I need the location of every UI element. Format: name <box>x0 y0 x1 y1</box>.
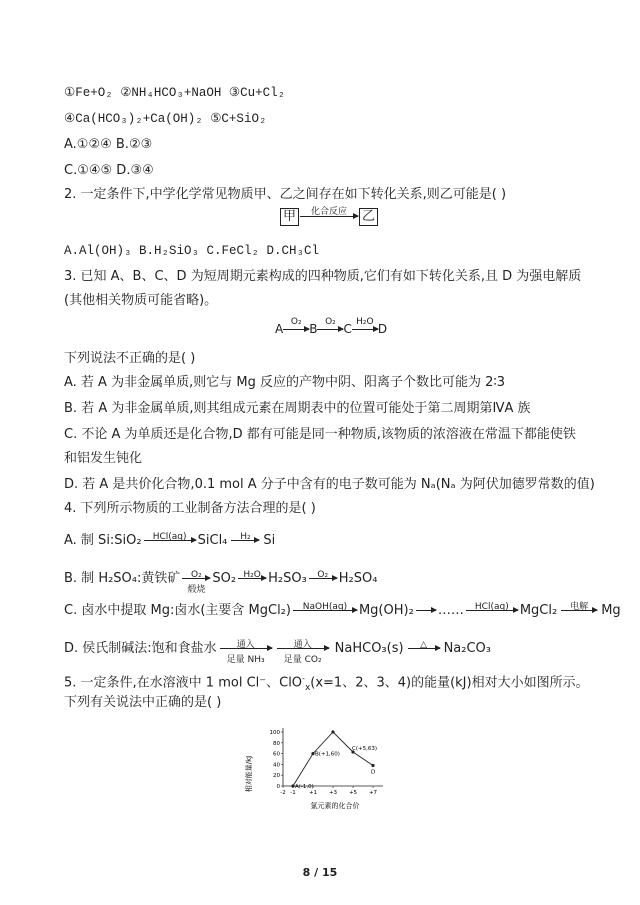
x-tick-label: +1 <box>308 790 318 796</box>
q4-option-b: B. 制 H₂SO₄:黄铁矿 O₂ 煅烧 SO₂ H₂O H₂SO₃ O₂ H₂SO₄ <box>64 570 378 595</box>
y-tick-label: 100 <box>269 730 280 736</box>
q3-option-a: A. 若 A 为非金属单质,则它与 Mg 反应的产物中阴、阳离子个数比可能为 2∶3 <box>64 375 506 390</box>
x-tick-label: +7 <box>368 790 378 796</box>
q3-arrow-3: H₂O <box>352 329 378 330</box>
chart-marks <box>291 730 377 790</box>
q3-option-b: B. 若 A 为非金属单质,则其组成元素在周期表中的位置可能处于第二周期第ⅣA 族 <box>64 401 531 416</box>
q2-stem: 2. 一定条件下,中学化学常见物质甲、乙之间存在如下转化关系,则乙可能是( ) <box>64 187 507 202</box>
q4-option-a: A. 制 Si:SiO₂ HCl(aq) SiCl₄ H₂ Si <box>64 532 276 548</box>
q2-options: A.Al(OH)₃ B.H₂SiO₃ C.FeCl₂ D.CH₃Cl <box>64 244 320 258</box>
x-tick-label: -1 <box>290 790 296 796</box>
data-label: C(+5,63) <box>352 745 377 752</box>
q3-chain: A O₂ B O₂ C H₂O D <box>275 317 388 336</box>
data-label: D <box>371 769 376 776</box>
q4-option-c: C. 卤水中提取 Mg:卤水(主要含 MgCl₂) NaOH(aq) Mg(OH)₂ …… HCl(aq) MgCl₂ 电解 Mg <box>64 602 621 618</box>
y-tick-label: 0 <box>276 784 280 790</box>
q1-line2: ④Ca(HCO₃)₂+Ca(OH)₂ ⑤C+SiO₂ <box>64 112 267 126</box>
q2-from: 甲 <box>280 208 299 226</box>
q5-stem1: 5. 一定条件,在水溶液中 1 mol Cl⁻、ClO-$_x$(x=1、2、3、4)的能量(kJ)相对大小如图所示。 <box>64 674 589 693</box>
chart-xlabel: 氯元素的化合价 <box>310 802 360 810</box>
q1-line1: ①Fe+O₂ ②NH₄HCO₃+NaOH ③Cu+Cl₂ <box>64 86 286 100</box>
energy-line <box>293 732 376 786</box>
q3-option-c1: C. 不论 A 为单质还是化合物,D 都有可能是同一种物质,该物质的浓溶液在常温下都能使铁 <box>64 427 576 442</box>
y-tick-label: 80 <box>273 740 280 747</box>
chart-axes <box>270 728 384 796</box>
energy-chart <box>243 728 393 810</box>
data-point <box>331 730 334 733</box>
q3-arrow-1: O₂ <box>283 329 309 330</box>
page-number: 8 / 15 <box>302 866 338 879</box>
y-tick-label: 60 <box>273 751 280 758</box>
x-tick-label: -2 <box>280 790 286 796</box>
data-label: B(+1,60) <box>315 751 340 758</box>
x-tick-label: +3 <box>328 790 338 796</box>
q2-diagram <box>280 208 378 226</box>
q3-stem1: 3. 已知 A、B、C、D 为短周期元素构成的四种物质,它们有如下转化关系,且 D 为强电解质 <box>64 269 582 284</box>
q3-option-d: D. 若 A 是共价化合物,0.1 mol A 分子中含有的电子数可能为 Nₐ(Nₐ 为阿伏加德罗常数的值) <box>64 477 595 492</box>
q3-stem2: (其他相关物质可能省略)。 <box>64 293 218 308</box>
q4-stem: 4. 下列所示物质的工业制备方法合理的是( ) <box>64 501 316 516</box>
q4-option-d: D. 侯氏制碱法:饱和食盐水 通入 足量 NH₃ 通入 足量 CO₂ NaHCO₃(s) △ Na₂CO₃ <box>64 640 491 665</box>
q5-stem2: 下列有关说法中正确的是( ) <box>64 695 222 710</box>
q1-line4: C.①④⑤ D.③④ <box>64 163 154 178</box>
data-label: A(-1,0) <box>295 784 314 790</box>
q1-line3: A.①②④ B.②③ <box>64 137 153 152</box>
x-tick-label: +5 <box>348 790 358 796</box>
q2-arrow: 化合反应 <box>300 216 358 217</box>
q3-ask: 下列说法不正确的是( ) <box>64 351 196 366</box>
data-point <box>371 764 374 767</box>
q2-to: 乙 <box>359 208 378 226</box>
chart-ylabel: 相对能量/kJ <box>245 755 253 793</box>
q3-option-c2: 和铝发生钝化 <box>64 451 143 466</box>
y-tick-label: 20 <box>273 773 280 780</box>
q3-arrow-2: O₂ <box>317 329 343 330</box>
y-tick-label: 40 <box>273 762 280 769</box>
